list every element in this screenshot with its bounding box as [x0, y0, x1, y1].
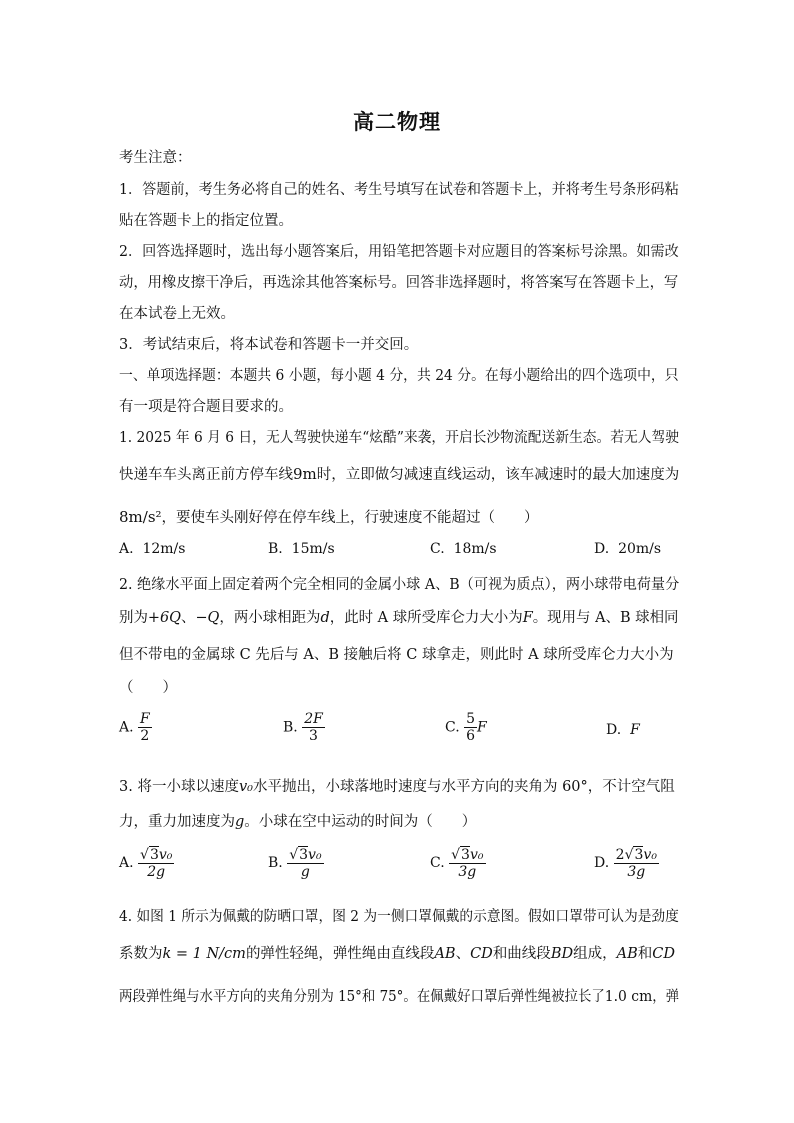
q1-option-d[interactable]: [594, 541, 661, 557]
q1-line-2: [119, 463, 679, 484]
fraction: [302, 711, 325, 744]
option-label: B.: [268, 541, 283, 557]
fraction: [138, 846, 174, 880]
option-value: 12m/s: [142, 541, 186, 557]
numerator: [449, 846, 485, 864]
q2-text: ，两小球相距为: [219, 610, 321, 626]
variable: v₀: [469, 847, 484, 863]
q4-spring-constant: k = 1 N/cm: [162, 946, 246, 962]
option-label: D.: [594, 855, 610, 872]
q2-line-1: 2. 绝缘水平面上固定着两个完全相同的金属小球 A、B（可视为质点），两小球带电荷量分: [119, 577, 680, 593]
option-label: B.: [268, 855, 283, 872]
notice-item-1-line-1: 1．答题前，考生务必将自己的姓名、考生号填写在试卷和答题卡上，并将考生号条形码粘: [119, 182, 679, 198]
fraction: [464, 711, 477, 744]
q3-gravity: g: [235, 814, 245, 830]
coefficient: 2: [615, 847, 625, 863]
option-label: A.: [119, 855, 134, 872]
variable: v₀: [643, 847, 657, 863]
q1-text: 时，立即做匀减速直线运动，该车减速时的最大加速度为: [316, 467, 680, 483]
option-variable: F: [630, 722, 640, 738]
q3-velocity: v₀: [238, 779, 253, 795]
q1-option-c[interactable]: [430, 541, 497, 557]
denominator: 6: [466, 728, 476, 745]
numerator: [138, 846, 174, 864]
option-label: A.: [119, 719, 134, 736]
q1-option-a[interactable]: [119, 541, 185, 557]
q4-segment-ab: AB: [616, 946, 638, 962]
q2-line-3: 但不带电的金属球 C 先后与 A、B 接触后将 C 球拿走，则此时 A 球所受库仑力大小为: [119, 647, 674, 663]
q2-option-a[interactable]: [119, 711, 152, 744]
numerator: [614, 846, 659, 864]
q1-line-3: [119, 506, 679, 527]
q2-distance: d: [320, 610, 330, 626]
denominator: 3g: [627, 864, 646, 881]
option-label: D.: [594, 541, 610, 557]
option-label: A.: [119, 541, 134, 557]
denominator: 2: [140, 728, 150, 745]
notice-item-1-line-2: 贴在答题卡上的指定位置。: [119, 213, 293, 229]
q1-text: ，要使车头刚好停在停车线上，行驶速度不能超过（ ）: [161, 510, 539, 526]
q2-force: F: [522, 610, 533, 626]
q2-line-4: （ ）: [119, 680, 177, 696]
q4-segment-ab: AB: [434, 946, 456, 962]
q2-text: ，此时 A 球所受库仑力大小为: [329, 610, 523, 626]
notice-item-2-line-1: 2．回答选择题时，选出每小题答案后，用铅笔把答题卡对应题目的答案标号涂黑。如需改: [119, 244, 679, 260]
fraction: [614, 846, 659, 880]
page-title: 高二物理: [353, 109, 441, 134]
q1-line-1: 1. 2025 年 6 月 6 日，无人驾驶快递车“炫酷”来袭，开启长沙物流配送新生态。若无人驾驶: [119, 430, 680, 446]
variable: v₀: [158, 847, 173, 863]
q2-option-c[interactable]: [445, 711, 487, 744]
radical-sign: √: [140, 847, 149, 863]
q4-text: 两段弹性绳与水平方向的夹角分别为 15°和 75°。在佩戴好口罩后弹性绳被拉长了: [119, 989, 605, 1005]
q3-text: 水平抛出，小球落地时速度与水平方向的夹角为 60°，不计空气阻: [252, 779, 675, 795]
q3-text: 力，重力加速度为: [119, 814, 235, 830]
q3-option-a[interactable]: [119, 846, 174, 880]
q4-extension: 1.0 cm: [604, 987, 653, 1005]
section-heading-line-1: 一、单项选择题：本题共 6 小题，每小题 4 分，共 24 分。在每小题给出的四个选项中，只: [119, 368, 679, 384]
denominator: g: [300, 864, 310, 881]
fraction: [138, 711, 152, 744]
option-value: 15m/s: [291, 541, 335, 557]
q2-text: 。现用与 A、B 球相同: [532, 610, 679, 626]
option-label: C.: [445, 719, 460, 736]
notice-item-2-line-2: 动，用橡皮擦干净后，再选涂其他答案标号。回答非选择题时，将答案写在答题卡上，写: [119, 275, 679, 291]
q2-charge-b: −Q: [195, 610, 220, 626]
q3-line-1: [119, 775, 679, 796]
q4-line-3: [119, 985, 680, 1006]
q4-line-2: [119, 942, 679, 963]
notice-heading: 考生注意：: [119, 150, 192, 166]
denominator: 2g: [147, 864, 166, 881]
q3-option-c[interactable]: [430, 846, 486, 880]
q4-text: 组成，: [573, 946, 617, 962]
fraction: [449, 846, 485, 880]
q4-segment-cd: CD: [470, 946, 493, 962]
denominator: 3: [309, 728, 318, 745]
q1-option-b[interactable]: [268, 541, 335, 557]
q1-distance: 9m: [293, 465, 317, 483]
q2-charge-a: +6Q: [147, 610, 182, 626]
q1-acceleration: 8m/s²: [119, 508, 162, 526]
q2-option-d[interactable]: [606, 722, 640, 738]
notice-item-3: 3．考试结束后，将本试卷和答题卡一并交回。: [119, 337, 419, 353]
q4-text: 和: [637, 946, 653, 962]
radicand: 3: [149, 847, 159, 863]
q2-text: 、: [181, 610, 196, 626]
option-label: C.: [430, 855, 445, 872]
q2-line-2: [119, 606, 677, 627]
denominator: 3g: [458, 864, 477, 881]
q3-text: 3. 将一小球以速度: [119, 779, 239, 795]
option-label: B.: [283, 719, 298, 736]
q4-text: 和曲线段: [492, 946, 551, 962]
option-variable: F: [477, 719, 487, 736]
q4-segment-bd: BD: [550, 946, 574, 962]
q2-option-b[interactable]: [283, 711, 325, 744]
variable: v₀: [308, 847, 322, 863]
q2-text: 别为: [119, 610, 148, 626]
fraction: [287, 846, 323, 880]
q1-text: 快递车车头离正前方停车线: [119, 467, 293, 483]
radical-sign: √: [289, 847, 299, 863]
radicand: 3: [634, 847, 644, 863]
q4-line-1: 4. 如图 1 所示为佩戴的防晒口罩，图 2 为一侧口罩佩戴的示意图。假如口罩带可认为是劲度: [119, 909, 679, 925]
numerator: F: [140, 711, 150, 727]
q3-line-2: [119, 810, 679, 831]
q3-text: 。小球在空中运动的时间为（ ）: [244, 814, 477, 830]
option-label: C.: [430, 541, 445, 557]
option-label: D.: [606, 722, 622, 738]
radical-sign: √: [451, 847, 461, 863]
section-heading-line-2: 有一项是符合题目要求的。: [119, 399, 293, 415]
numerator: 5: [466, 711, 476, 727]
q4-segment-cd: CD: [652, 946, 675, 962]
q3-option-d[interactable]: [594, 846, 659, 880]
numerator: [287, 846, 323, 864]
q4-text: 、: [455, 946, 471, 962]
q3-option-b[interactable]: [268, 846, 324, 880]
q4-text: ，弹: [652, 989, 680, 1005]
numerator: 2F: [304, 711, 323, 727]
radical-sign: √: [624, 847, 634, 863]
q4-text: 系数为: [119, 946, 163, 962]
radicand: 3: [461, 847, 470, 863]
notice-item-2-line-3: 在本试卷上无效。: [119, 306, 235, 322]
q4-text: 的弹性轻绳，弹性绳由直线段: [245, 946, 435, 962]
option-value: 18m/s: [453, 541, 497, 557]
option-value: 20m/s: [618, 541, 662, 557]
radicand: 3: [299, 847, 309, 863]
